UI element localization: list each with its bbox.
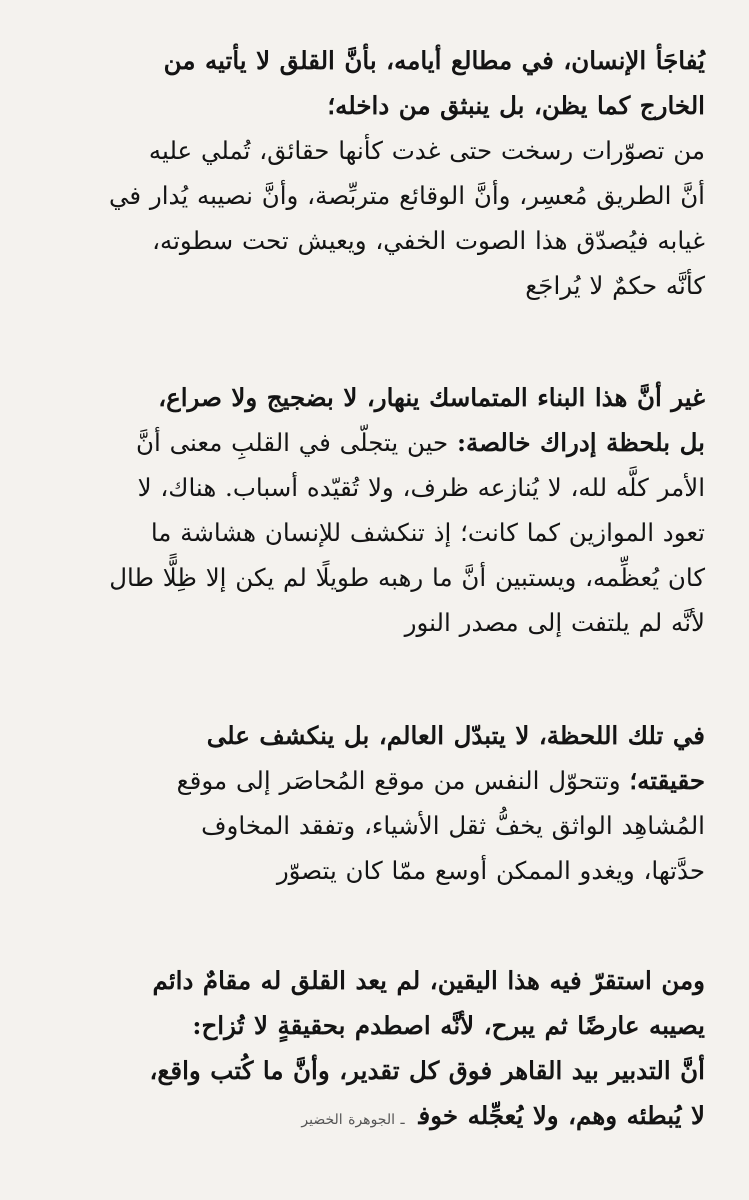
text-line bbox=[34, 510, 705, 555]
bold-text: أنَّ التدبير بيد القاهر فوق كل تقدير، وأنَّ ما كُتب واقع، bbox=[149, 1056, 705, 1085]
text-line bbox=[34, 263, 705, 308]
text-line bbox=[34, 1003, 705, 1048]
body-text: حدَّتها، ويغدو الممكن أوسع ممّا كان يتصوّر bbox=[276, 856, 705, 885]
text-line bbox=[34, 758, 705, 803]
text-line bbox=[34, 218, 705, 263]
bold-text: في تلك اللحظة، لا يتبدّل العالم، بل ينكشف على bbox=[206, 721, 705, 750]
bold-text: لا يُبطئه وهم، ولا يُعجِّله خوف bbox=[418, 1101, 705, 1130]
text-line bbox=[34, 128, 705, 173]
bold-text: غير أنَّ هذا البناء المتماسك ينهار، لا بضجيج ولا صراع، bbox=[158, 383, 705, 412]
paragraph-4 bbox=[34, 958, 705, 1143]
body-text: وتتحوّل النفس من موقع المُحاصَر إلى موقع bbox=[176, 766, 630, 795]
text-line bbox=[34, 600, 705, 645]
body-text: كأنَّه حكمٌ لا يُراجَع bbox=[525, 271, 705, 300]
bold-text: يصيبه عارضًا ثم يبرح، لأنَّه اصطدم بحقيقةٍ لا تُزاح: bbox=[192, 1011, 705, 1040]
body-text: حين يتجلّى في القلبِ معنى أنَّ bbox=[136, 428, 457, 457]
text-line bbox=[34, 375, 705, 420]
text-line bbox=[34, 555, 705, 600]
body-text: لأنَّه لم يلتفت إلى مصدر النور bbox=[404, 608, 705, 637]
bold-text: الخارج كما يظن، بل ينبثق من داخله؛ bbox=[327, 91, 705, 120]
text-line bbox=[34, 38, 705, 83]
text-line bbox=[34, 420, 705, 465]
author-attribution: ـ الجوهرة الخضير bbox=[301, 1112, 405, 1128]
body-text: كان يُعظِّمه، ويستبين أنَّ ما رهبه طويلًا لم يكن إلا ظِلًّا طال bbox=[109, 563, 705, 592]
body-text: من تصوّرات رسخت حتى غدت كأنها حقائق، تُملي عليه bbox=[148, 136, 705, 165]
text-line bbox=[34, 713, 705, 758]
body-text: المُشاهِد الواثق يخفُّ ثقل الأشياء، وتفقد المخاوف bbox=[201, 811, 705, 840]
text-line bbox=[34, 958, 705, 1003]
bold-text: حقيقته؛ bbox=[629, 766, 705, 795]
text-line bbox=[34, 1048, 705, 1093]
text-line bbox=[34, 1093, 705, 1143]
bold-text: ومن استقرّ فيه هذا اليقين، لم يعد القلق له مقامٌ دائم bbox=[152, 966, 705, 995]
text-line bbox=[34, 83, 705, 128]
body-text: أنَّ الطريق مُعسِر، وأنَّ الوقائع متربِّصة، وأنَّ نصيبه يُدار في bbox=[108, 181, 705, 210]
paragraph-2 bbox=[34, 375, 705, 645]
body-text: غيابه فيُصدّق هذا الصوت الخفي، ويعيش تحت سطوته، bbox=[152, 226, 705, 255]
body-text: تعود الموازين كما كانت؛ إذ تنكشف للإنسان هشاشة ما bbox=[150, 518, 705, 547]
body-text: الأمر كلَّه لله، لا يُنازعه ظرف، ولا تُقيّده أسباب. هناك، لا bbox=[137, 473, 705, 502]
bold-text: بل بلحظة إدراك خالصة: bbox=[457, 428, 705, 457]
text-line bbox=[34, 173, 705, 218]
bold-text: يُفاجَأ الإنسان، في مطالع أيامه، بأنَّ القلق لا يأتيه من bbox=[163, 46, 705, 75]
text-line bbox=[34, 465, 705, 510]
paragraph-1 bbox=[34, 38, 705, 308]
text-line bbox=[34, 803, 705, 848]
text-line bbox=[34, 848, 705, 893]
paragraph-3 bbox=[34, 713, 705, 893]
